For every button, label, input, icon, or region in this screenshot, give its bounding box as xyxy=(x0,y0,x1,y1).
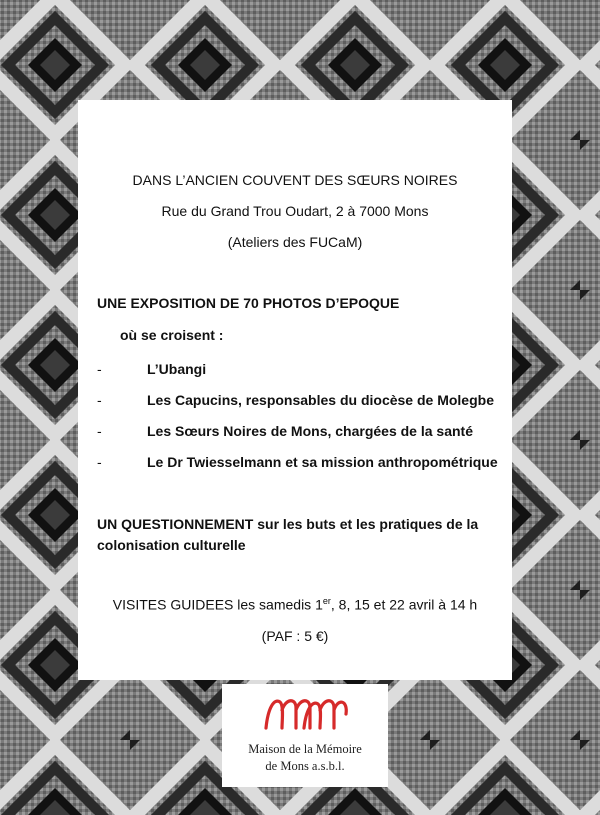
info-card xyxy=(78,100,512,680)
list-dash: - xyxy=(97,423,102,439)
exhibition-subtitle: où se croisent : xyxy=(120,327,224,343)
venue-line: DANS L’ANCIEN COUVENT DES SŒURS NOIRES xyxy=(132,172,458,188)
list-dash: - xyxy=(97,454,102,470)
visits-text-end: , 8, 15 et 22 avril à 14 h xyxy=(330,596,478,613)
fee-line: (PAF : 5 €) xyxy=(261,628,329,644)
venue-note: (Ateliers des FUCaM) xyxy=(227,234,363,250)
address-line: Rue du Grand Trou Oudart, 2 à 7000 Mons xyxy=(161,203,429,219)
mm-monogram-icon xyxy=(260,688,350,736)
list-item-text: L’Ubangi xyxy=(147,361,207,377)
list-dash: - xyxy=(97,392,102,408)
visits-text-start: VISITES GUIDEES les samedis 1 xyxy=(112,596,323,613)
visits-line xyxy=(78,596,512,613)
list-item-text: Les Capucins, responsables du diocèse de Molegbe xyxy=(147,392,494,408)
list-dash: - xyxy=(97,361,102,377)
logo-text-line2: de Mons a.s.b.l. xyxy=(265,759,345,773)
question-paragraph xyxy=(97,514,502,556)
list-item-text: Le Dr Twiesselmann et sa mission anthropométrique xyxy=(147,454,498,470)
logo-text-line1: Maison de la Mémoire xyxy=(248,742,362,756)
question-highlight: UN QUESTIONNEMENT xyxy=(97,516,254,532)
organization-logo xyxy=(222,684,388,787)
question-text: sur les buts et les pratiques de la colonisation culturelle xyxy=(97,516,479,553)
visits-superscript: er xyxy=(322,596,331,606)
exhibition-title: UNE EXPOSITION DE 70 PHOTOS D’EPOQUE xyxy=(97,295,400,311)
list-item-text: Les Sœurs Noires de Mons, chargées de la santé xyxy=(147,423,473,439)
